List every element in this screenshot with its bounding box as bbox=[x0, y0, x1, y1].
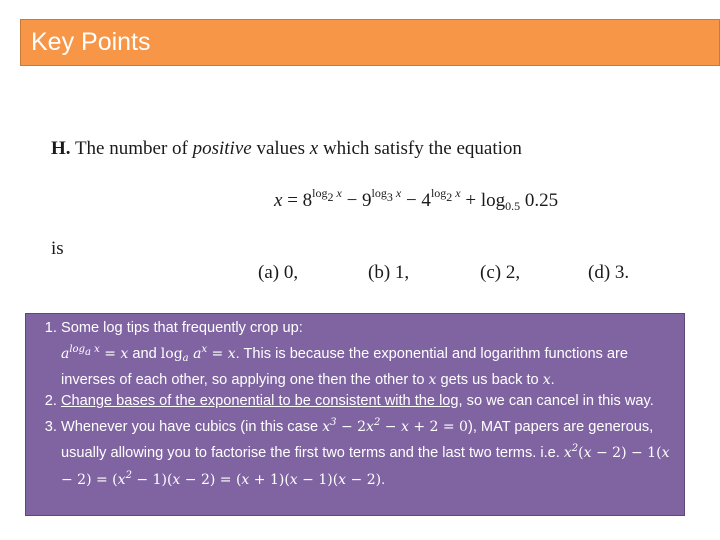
problem-is: is bbox=[51, 238, 64, 259]
option-b: (b) 1, bbox=[368, 262, 410, 283]
problem-text-3: which satisfy the equation bbox=[322, 138, 522, 159]
key-points-box bbox=[25, 313, 685, 516]
problem-label: H. bbox=[51, 138, 71, 159]
tip-2: 2. Change bases of the exponential to be consistent with the log, so we can cancel in this way. bbox=[61, 391, 684, 412]
tip-1: 1. Some log tips that frequently crop up: $a^{log_a x} = x$ and $\log_a a^x = x$. This is because the exponential and logarithm functions are inverses of each other, so applying one then the other to x gets us back to x. bbox=[61, 318, 684, 391]
problem-emphasis: positive bbox=[192, 138, 252, 159]
option-a: (a) 0, bbox=[258, 262, 299, 283]
option-c: (c) 2, bbox=[480, 262, 521, 283]
answer-options bbox=[258, 262, 629, 284]
problem-statement bbox=[51, 138, 522, 160]
option-d: (d) 3. bbox=[588, 262, 630, 283]
tips-list bbox=[26, 318, 684, 491]
problem-text-2: values bbox=[256, 138, 306, 159]
title-banner bbox=[20, 19, 720, 66]
tip-3: 3. Whenever you have cubics (in this case $x^3 - 2x^2 - x + 2 = 0$), MAT papers are generous, usually allowing you to factorise the first two terms and the last two terms. i.e. $x^2(x - 2) - 1(x - 2) = (x^2 - 1)(x - 2) = (x + 1)(x - 1)(x - 2)$. bbox=[61, 412, 684, 491]
slide-title: Key Points bbox=[31, 28, 151, 56]
equation bbox=[274, 186, 558, 214]
problem-text-1: The number of bbox=[74, 138, 188, 159]
equation-formula: $x = 8^{log_2 x} - 9^{log_3 x} - 4^{log_2 x} + \log_{0.5} 0.25$ bbox=[274, 186, 559, 213]
problem-var: x bbox=[309, 138, 319, 159]
